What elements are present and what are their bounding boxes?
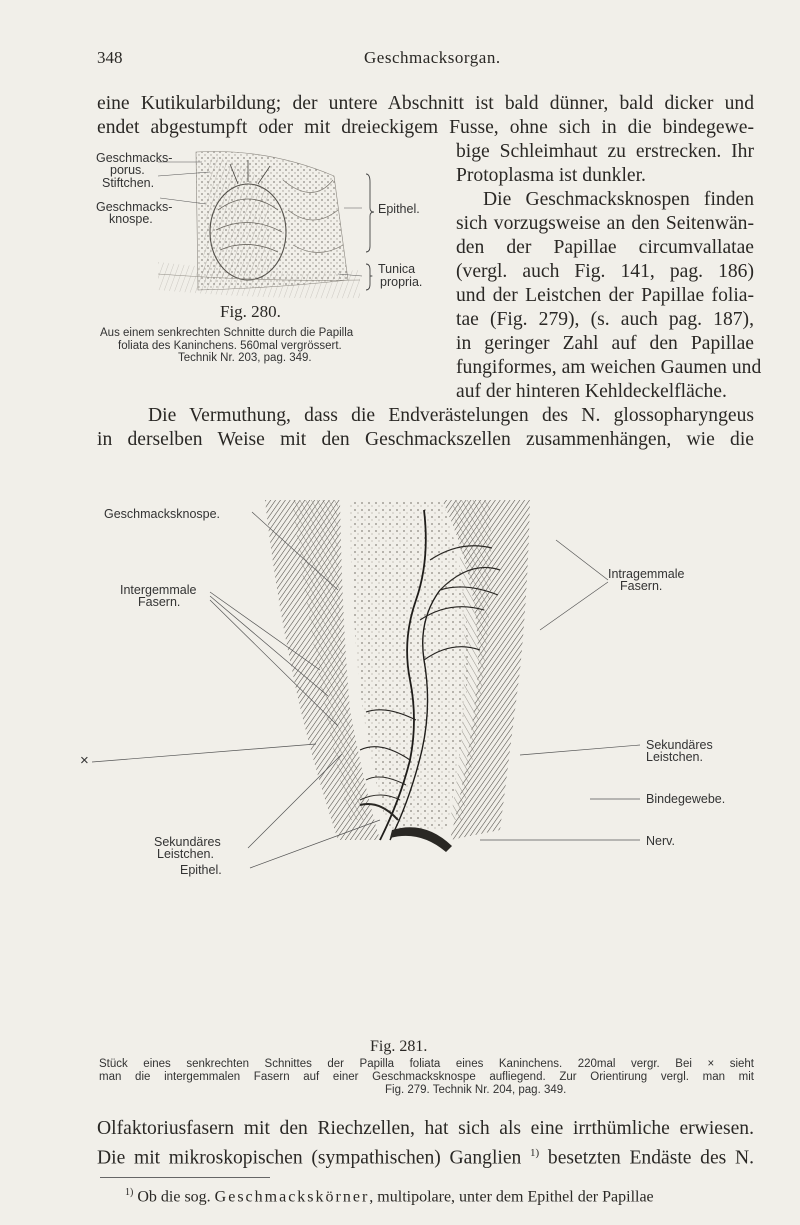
text-line: bige Schleimhaut zu erstrecken. Ihr [456,141,754,162]
label-nerv: Nerv. [646,834,675,848]
label-cross-mark: × [80,752,89,769]
label-epithel: Epithel. [180,863,222,877]
running-head [0,48,800,72]
figure-281 [80,500,780,877]
label-geschmacksporus: Geschmacks- [96,151,173,165]
text-line: und der Leistchen der Papillae folia- [456,285,754,306]
label-geschmacksknospe-2: knospe. [109,212,153,226]
figure-280-caption-line: Technik Nr. 203, pag. 349. [178,352,312,364]
label-epithel: Epithel. [378,202,420,216]
text-line: Die mit mikroskopischen (sympathischen) Ganglien $^{1)}$ besetzten Endäste des N. [97,1147,755,1169]
text-line: eine Kutikularbildung; der untere Abschnitt ist bald dünner, bald dicker und [97,93,754,114]
text-line: den der Papillae circumvallatae [456,237,754,258]
footnote: $^{1)}$ Ob die sog. Geschmackskörner, multipolare, unter dem Epithel der Papillae [125,1187,654,1206]
text-line: Die Vermuthung, dass die Endverästelungen des N. glossopharyngeus [148,405,754,426]
text-line: Die Geschmacksknospen finden [483,189,754,210]
label-sekundaeres-right: Sekundäres [646,738,713,752]
footnote-rule [100,1177,270,1178]
figure-281-caption-line: Fig. 279. Technik Nr. 204, pag. 349. [385,1084,567,1096]
figure-281-title: Fig. 281. [370,1038,428,1055]
figure-280 [98,150,448,420]
text-line: Protoplasma ist dunkler. [456,165,646,186]
text-line: (vergl. auch Fig. 141, pag. 186) [456,261,754,282]
running-title: Geschmacksorgan. [364,48,501,67]
figure-281-caption-line: Stück eines senkrechten Schnittes der Papilla foliata eines Kaninchens. 220mal vergr. Bei × sieht [99,1058,754,1070]
figure-281-illustration [80,500,780,870]
text-line: Olfaktoriusfasern mit den Riechzellen, hat sich als eine irrthümliche erwiesen. [97,1118,754,1139]
label-stiftchen: Stiftchen. [102,176,155,190]
label-sekundaeres-left: Sekundäres [154,835,221,849]
label-bindegewebe: Bindegewebe. [646,792,726,806]
label-intragemmale: Intragemmale [608,567,685,581]
footnote-ref[interactable]: 1) [530,1147,540,1159]
label-geschmacksporus-2: porus. [110,163,145,177]
label-intergemmale: Intergemmale [120,583,197,597]
text-line: in geringer Zahl auf den Papillae [456,333,754,354]
text-line: fungiformes, am weichen Gaumen und [456,357,762,378]
label-geschmacksknospe: Geschmacks- [96,200,173,214]
page-number: 348 [97,48,123,67]
label-intergemmale-2: Fasern. [138,595,181,609]
label-tunica: Tunica [378,262,416,276]
text-line: endet abgestumpft oder mit dreieckigem Fusse, ohne sich in die bindegewe- [97,117,754,138]
label-geschmacksknospe: Geschmacksknospe. [104,507,221,521]
figure-280-caption-line: Aus einem senkrechten Schnitte durch die Papilla [100,327,354,339]
figure-280-title: Fig. 280. [220,302,281,321]
label-propria: propria. [380,275,423,289]
text-line: in derselben Weise mit den Geschmackszellen zusammenhängen, wie die [97,429,754,450]
figure-281-caption-line: man die intergemmalen Fasern auf einer Geschmacksknospe aufliegend. Zur Orientirung vergl. man mit [99,1071,754,1083]
text-line: tae (Fig. 279), (s. auch pag. 187), [456,309,754,330]
label-leistchen-right: Leistchen. [646,750,703,764]
text-line: auf der hinteren Kehldeckelfläche. [456,381,727,402]
figure-280-caption-line: foliata des Kaninchens. 560mal vergrössert. [118,340,342,352]
label-intragemmale-2: Fasern. [620,579,663,593]
text-line: sich vorzugsweise an den Seitenwän- [456,213,754,234]
label-leistchen-left: Leistchen. [157,847,214,861]
